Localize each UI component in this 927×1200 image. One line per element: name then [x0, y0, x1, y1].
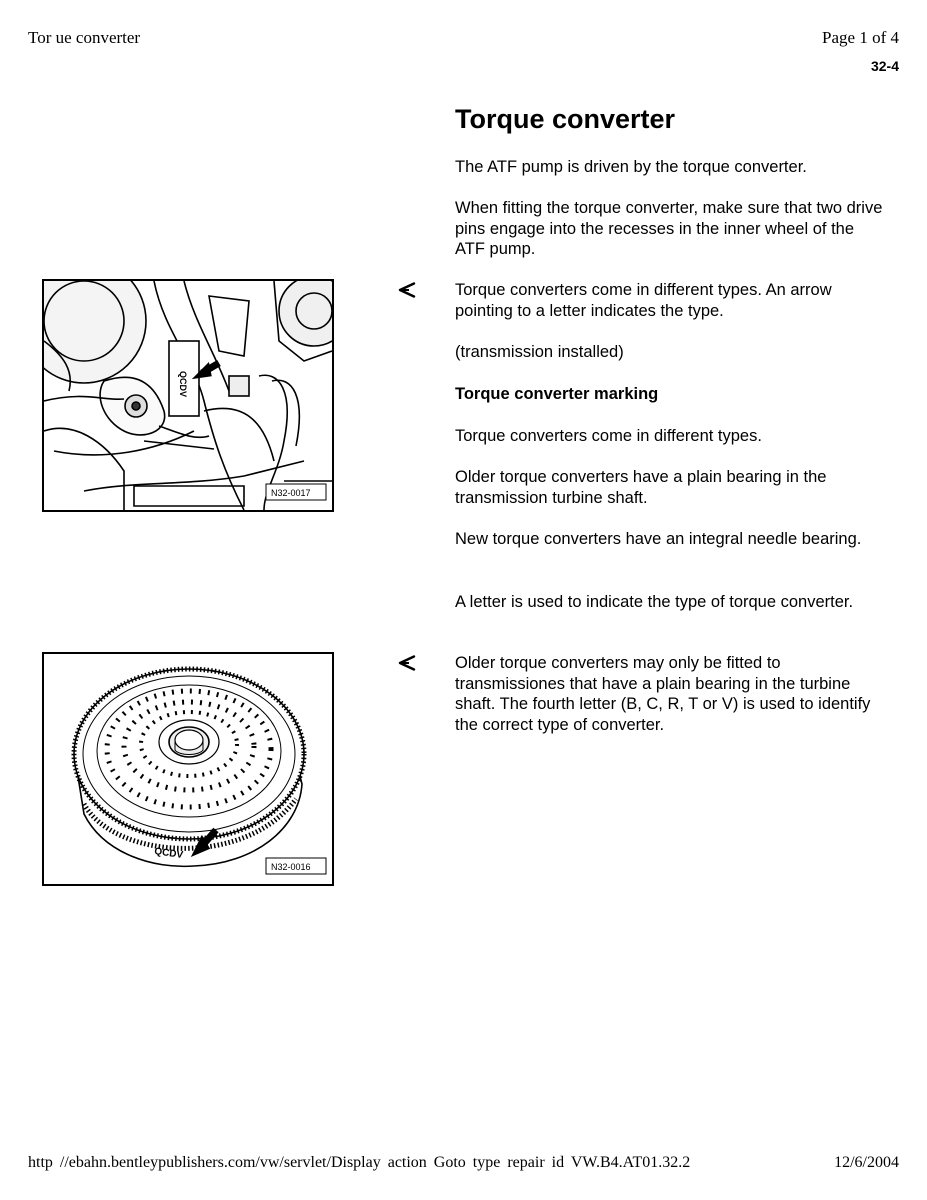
- paragraph-transmission-installed: (transmission installed): [455, 343, 624, 361]
- figure-transmission-installed: [42, 279, 334, 512]
- figure-torque-converter: [42, 652, 334, 886]
- transmission-illustration: [44, 281, 332, 510]
- paragraph-older-plain-bearing: Older torque converters have a plain bearing in the transmission turbine shaft.: [455, 468, 827, 507]
- paragraph-drive-pins: When fitting the torque converter, make sure that two drive pins engage into the recesses in the inner wheel of the ATF pump.: [455, 199, 883, 258]
- left-pointer-arrow-icon: [398, 655, 418, 671]
- figure-marking-text: QCDV: [153, 846, 184, 861]
- footer-date: 12/6/2004: [834, 1154, 899, 1171]
- figure-label: N32-0017: [271, 488, 311, 498]
- torque-converter-illustration: [44, 654, 332, 884]
- paragraph-fourth-letter: Older torque converters may only be fitted to transmissiones that have a plain bearing in the turbine shaft. The fourth letter (B, C, R, T or V) is used to identify the correct type of converter.: [455, 654, 871, 734]
- left-pointer-arrow-icon: [398, 282, 418, 298]
- paragraph-different-types: Torque converters come in different types.: [455, 427, 762, 445]
- section-number: 32-4: [870, 58, 899, 74]
- paragraph-types-arrow: Torque converters come in different types. An arrow pointing to a letter indicates the type.: [455, 281, 832, 320]
- header-page-number: Page 1 of 4: [822, 28, 899, 47]
- paragraph-needle-bearing: New torque converters have an integral needle bearing.: [455, 530, 862, 548]
- page-title: Torque converter: [455, 104, 676, 134]
- paragraph-atf-pump: The ATF pump is driven by the torque converter.: [455, 158, 807, 176]
- paragraph-letter-type: A letter is used to indicate the type of torque converter.: [455, 593, 854, 611]
- header-title: Tor ue converter: [28, 28, 141, 47]
- figure-marking-text: QCDV: [178, 371, 188, 398]
- footer-url[interactable]: http //ebahn.bentleypublishers.com/vw/servlet/Display action Goto type repair id VW.B4.AT01.32.2: [28, 1154, 691, 1171]
- figure-label: N32-0016: [271, 862, 311, 872]
- subheading-marking: Torque converter marking: [455, 385, 659, 403]
